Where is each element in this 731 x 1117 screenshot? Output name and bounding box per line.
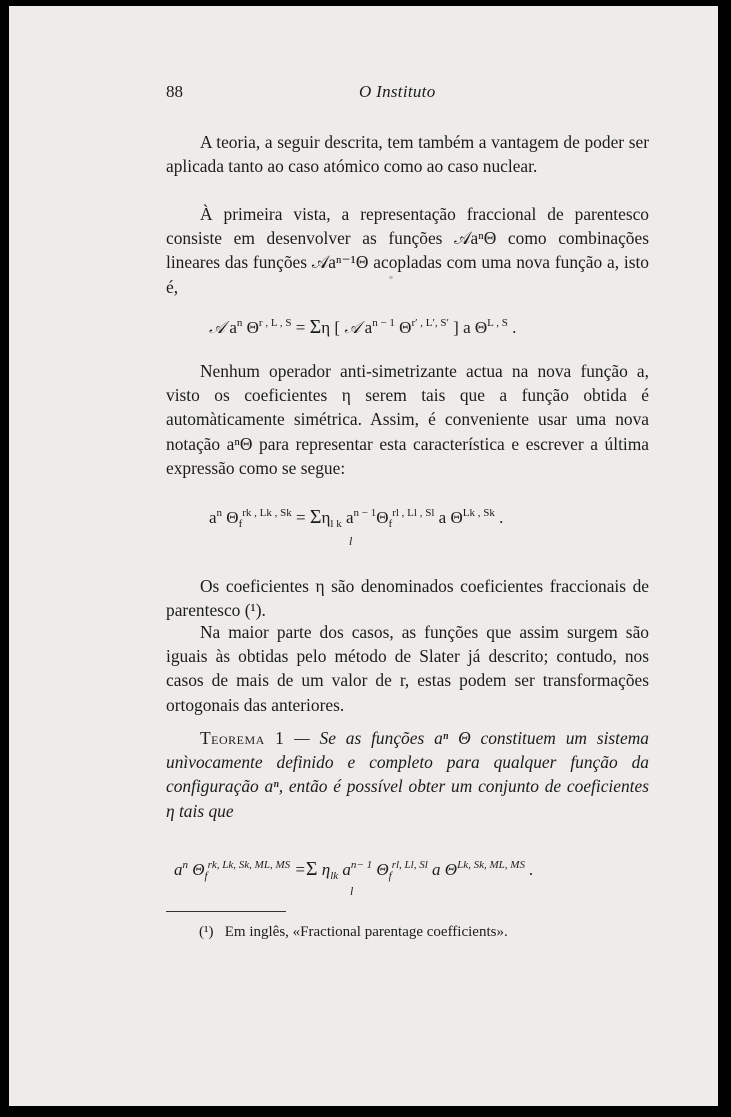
paragraph-1: A teoria, a seguir descrita, tem também a vantagem de poder ser aplicada tanto ao caso atómico como ao caso nuclear. bbox=[166, 132, 649, 177]
sum-index-l-2: l bbox=[350, 884, 354, 898]
page-number: 88 bbox=[166, 82, 183, 101]
sum-index-l: l bbox=[349, 534, 353, 548]
theorem-label: Teorema 1 bbox=[200, 728, 285, 748]
paper-smudge bbox=[389, 276, 393, 279]
footnote-rule bbox=[166, 911, 286, 912]
equation-1: 𝒜 $a^n$ $\Theta^{r , L , S} = \Sigma\eta$ [ 𝒜 $a^{n - 1}$ $\Theta^{r' , L', S'}$ ] a $\Theta^{L , S}$ . bbox=[209, 316, 517, 338]
footnote bbox=[199, 924, 508, 941]
running-title: O Instituto bbox=[359, 82, 436, 101]
footnote-marker: (¹) bbox=[199, 924, 214, 940]
paragraph-3: Nenhum operador anti-simetrizante actua na nova função a, visto os coeficientes η serem tais que a função obtida é automàticamente simétrica. Assim, é conveniente usar uma nova notação aⁿΘ para representar esta característica e escrever a última expressão como se segue: bbox=[166, 361, 649, 478]
paragraph-2: À primeira vista, a representação fraccional de parentesco consiste em desenvolver as funções 𝒜aⁿΘ como combinações lineares das funções 𝒜aⁿ⁻¹Θ acopladas com uma nova função a, isto é, bbox=[166, 204, 649, 297]
theorem-text: — Se as funções aⁿ Θ constituem um sistema unìvocamente definido e completo para qualquer função da configuração aⁿ, então é possível obter um conjunto de coeficientes η tais que bbox=[166, 728, 649, 821]
theorem-1 bbox=[166, 726, 649, 823]
page bbox=[9, 6, 718, 1106]
footnote-text: Em inglês, «Fractional parentage coefficients». bbox=[224, 924, 508, 940]
equation-3: $a^n$ $\Theta_f^{rk, Lk, Sk, ML, MS} =\Sigma$ $\eta_{lk}$ $a^{n- 1}$ $\Theta_f^{rl, Ll, Sl}$ a $\Theta^{Lk, Sk, ML, MS}$ . bbox=[174, 858, 534, 882]
equation-2: $a^n$ $\Theta_f^{rk , Lk , Sk} = \Sigma\eta_{l k}$ $a^{n - 1}\Theta_f^{rl , Ll , Sl}$ a $\Theta^{Lk , Sk}$ . bbox=[209, 506, 504, 530]
paragraph-4: Os coeficientes η são denominados coeficientes fraccionais de parentesco (¹). bbox=[166, 576, 649, 621]
paragraph-5: Na maior parte dos casos, as funções que assim surgem são iguais às obtidas pelo método de Slater já descrito; contudo, nos casos de mais de um valor de r, estas podem ser transformações ortogonais das anteriores. bbox=[166, 622, 649, 715]
